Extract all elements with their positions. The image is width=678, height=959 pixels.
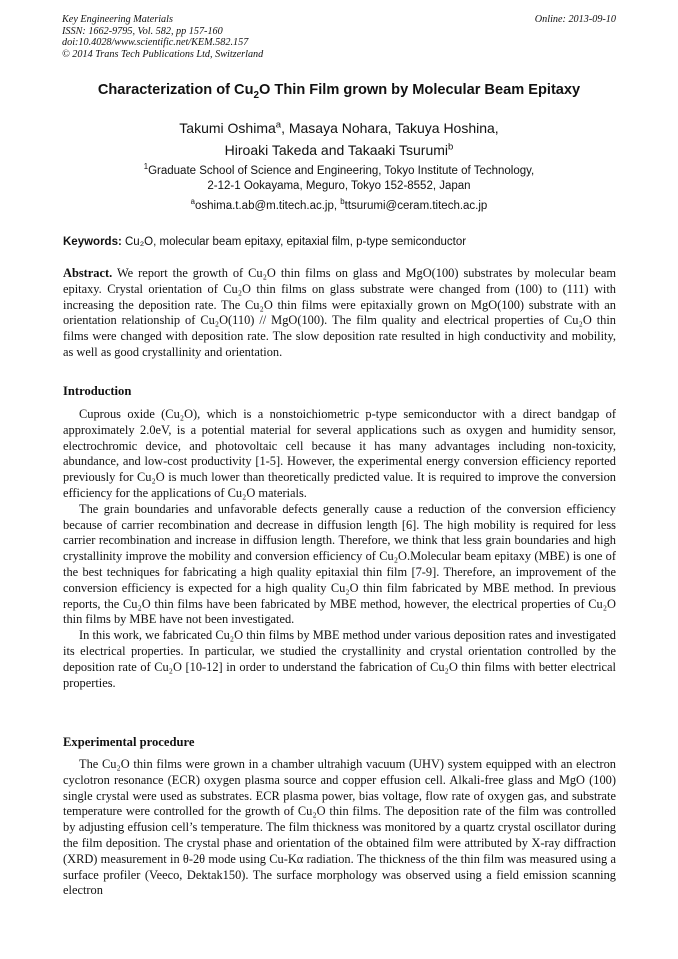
- abstract-paragraph: [63, 266, 616, 361]
- online-date: Online: 2013-09-10: [534, 14, 616, 25]
- copyright-line: © 2014 Trans Tech Publications Ltd, Switzerland: [62, 48, 264, 60]
- intro-paragraph-2: The grain boundaries and unfavorable defects generally cause a reduction of the conversion efficiency because of carrier recombination and decrease in diffusion length [6]. The high mobility is required for less carrier recombination and increase in diffusion length. Therefore, we think that less grain boundaries and high crystallinity improve the mobility and conversion efficiency of Cu₂O.Molecular beam epitaxy (MBE) is one of the best techniques for fabricating a high quality epitaxial thin film [7-9]. Therefore, an improvement of the conversion efficiency is expected for a high quality Cu₂O thin film fabricated by MBE method. In previous reports, the Cu₂O thin films have been fabricated by MBE method, however, the electrical properties of Cu₂O thin films by MBE have not been investigated.: [63, 501, 616, 627]
- email-b-mark: b: [340, 197, 345, 207]
- journal-name: Key Engineering Materials: [62, 14, 173, 25]
- title-subscript: 2: [253, 89, 260, 101]
- intro-paragraph-1: Cuprous oxide (Cu₂O), which is a nonstoichiometric p-type semiconductor with a direct bandgap of approximately 2.0eV, is a potential material for several applications such as oxygen and humidity sensor, electrochromic device, and photovoltaic cell because it has many advantages including non-toxicity, abundance, and low-cost productivity [1-5]. However, the experimental energy conversion efficiency reported previously for Cu₂O is much lower than theoretically predicted value. It is required to improve the conversion efficiency for the applications of Cu₂O materials.: [63, 407, 616, 500]
- author-1-mark: a: [275, 119, 282, 131]
- keywords-label: Keywords:: [63, 236, 122, 248]
- affiliation-line-2: 2-12-1 Ookayama, Meguro, Tokyo 152-8552, Japan: [207, 179, 471, 192]
- introduction-body: [63, 407, 616, 691]
- authors-rest-line-1: , Masaya Nohara, Takuya Hoshina,: [281, 120, 499, 136]
- abstract-text: We report the growth of Cu₂O thin films on glass and MgO(100) substrates by molecular beam epitaxy. Crystal orientation of Cu₂O thin films on glass substrate were changed from (100) to (111) with increasing the deposition rate. The Cu₂O thin films were epitaxially grown on MgO(100) substrate with an orientation relationship of Cu₂O(110) // MgO(100). The film quality and electrical properties of Cu₂O thin films were changed with deposition rate. The slow deposition rate resulted in high conductivity and mobility, as well as good crystallinity and orientation.: [63, 266, 616, 359]
- issn-line: ISSN: 1662-9795, Vol. 582, pp 157-160: [62, 25, 223, 37]
- experimental-body: [63, 757, 616, 899]
- author-line-2: [40, 139, 638, 161]
- email-b: ttsurumi@ceram.titech.ac.jp: [344, 200, 488, 212]
- abstract-label: Abstract.: [63, 266, 113, 280]
- title-part-2: O Thin Film grown by Molecular Beam Epitaxy: [259, 82, 581, 98]
- affiliation-mark: 1: [143, 162, 149, 172]
- doi-line: doi:10.4028/www.scientific.net/KEM.582.157: [62, 37, 249, 49]
- author-line-1: [40, 117, 638, 139]
- author-1: Takumi Oshima: [179, 120, 276, 136]
- keywords: [63, 236, 618, 248]
- keywords-text: Cu₂O, molecular beam epitaxy, epitaxial film, p-type semiconductor: [121, 236, 467, 248]
- intro-paragraph-3: In this work, we fabricated Cu₂O thin films by MBE method under various deposition rates and investigated its electrical properties. In particular, we studied the crystallinity and crystal orientation controlled by the deposition rate of Cu₂O [10-12] in order to understand the fabrication of Cu₂O thin films with better electrical properties.: [63, 628, 616, 690]
- affiliation-text-1: Graduate School of Science and Engineering, Tokyo Institute of Technology,: [148, 165, 535, 177]
- affiliation: [40, 164, 638, 193]
- experimental-paragraph-1: The Cu₂O thin films were grown in a chamber ultrahigh vacuum (UHV) system equipped with an electron cyclotron resonance (ECR) oxygen plasma source and copper effusion cell. Alkali-free glass and MgO (100) single crystal were used as substrates. ECR plasma power, bias voltage, flow rate of oxygen gas, and substrate temperature were controlled for the growth of Cu₂O thin films. The deposition rate of the film was controlled by adjusting effusion cell’s temperature. The film thickness was monitored by a quartz crystal oscillator during the film deposition. The crystal phase and orientation of the obtained film were attributed by X-ray diffraction (XRD) measurement in θ-2θ mode using Cu-Kα radiation. The thickness of the thin film was measured using a surface profiler (Veeco, Dektak150). The surface morphology was observed using a field emission scanning electron: [63, 757, 616, 898]
- experimental-heading: Experimental procedure: [63, 735, 195, 749]
- abstract: [63, 266, 616, 361]
- email-a: oshima.t.ab@m.titech.ac.jp,: [195, 200, 341, 212]
- paper-title: [40, 82, 638, 101]
- email-line: [40, 197, 638, 212]
- journal-header: [62, 14, 616, 60]
- author-5-mark: b: [448, 141, 454, 153]
- title-part-1: Characterization of Cu: [97, 82, 254, 98]
- affiliation-line-1: [40, 164, 638, 179]
- introduction-heading: Introduction: [63, 384, 132, 398]
- author-list: [40, 117, 638, 161]
- authors-line-2: Hiroaki Takeda and Takaaki Tsurumi: [224, 142, 449, 158]
- email-a-mark: a: [190, 197, 196, 207]
